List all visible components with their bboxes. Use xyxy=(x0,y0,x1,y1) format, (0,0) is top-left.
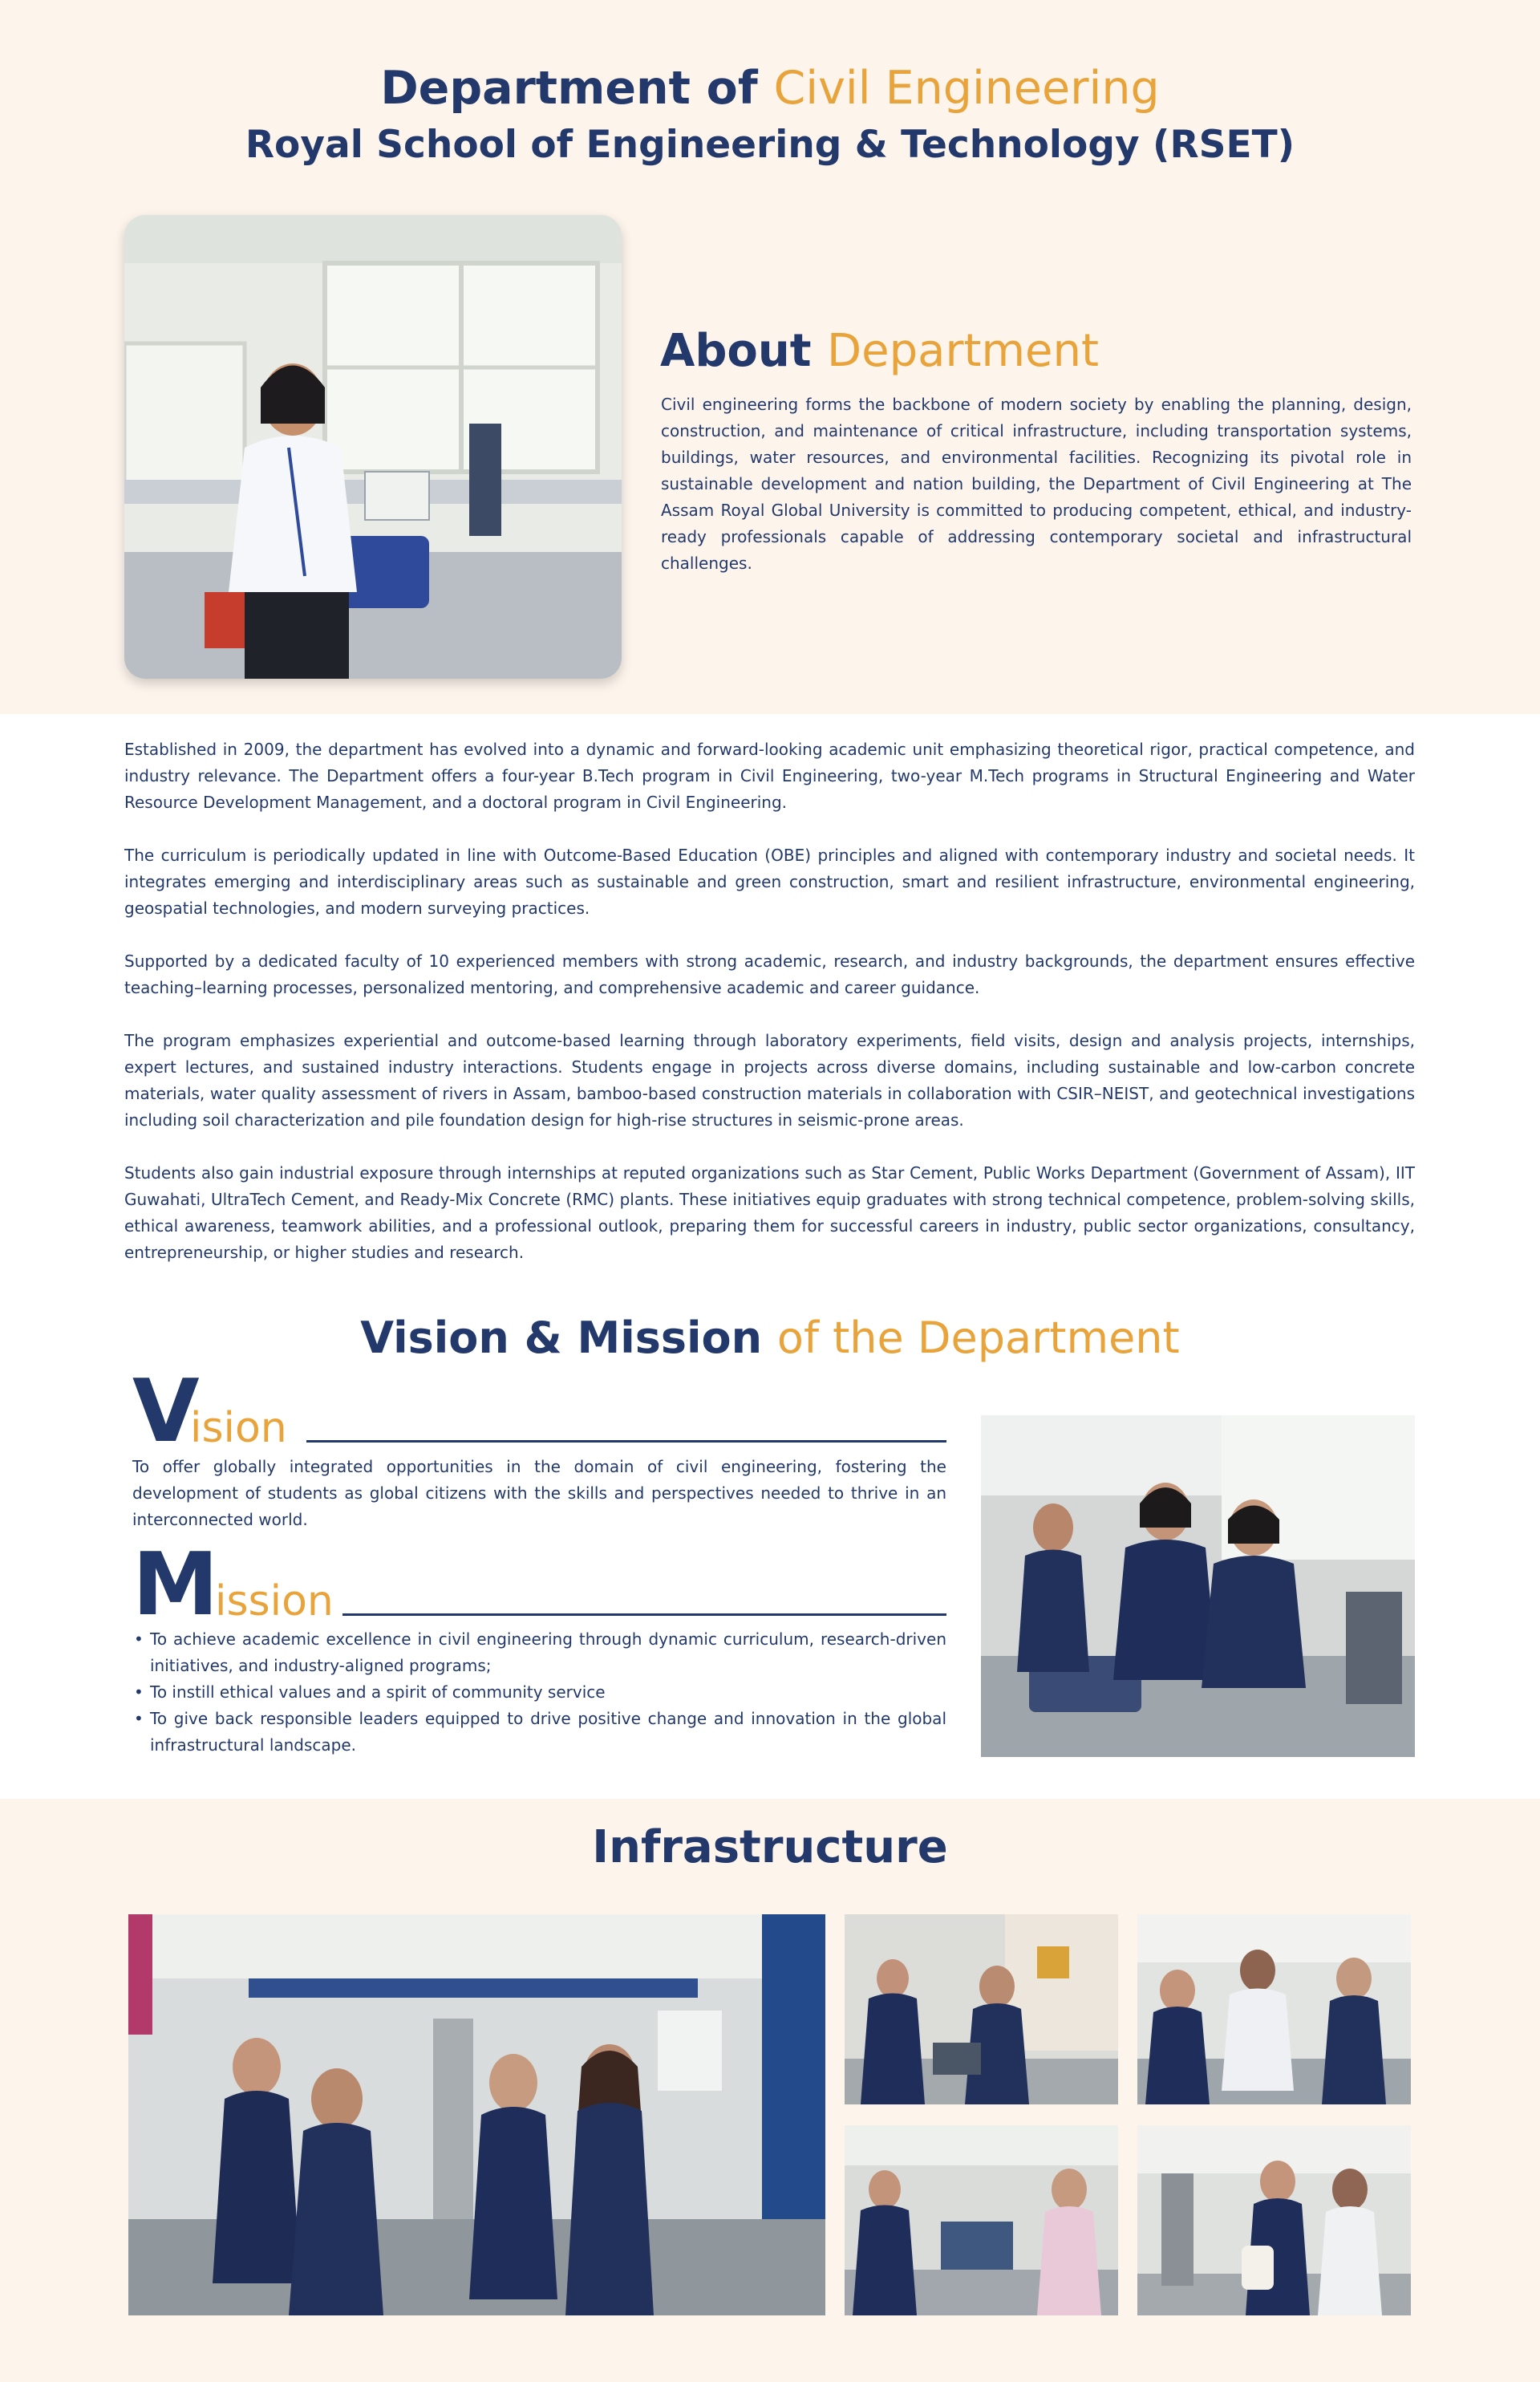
vision-title xyxy=(132,1361,946,1462)
lab-shelves-image xyxy=(845,1914,1118,2104)
mission-item: • To give back responsible leaders equipped to drive positive change and innovation in the global infrastructural landscape. xyxy=(132,1706,946,1759)
vision-mission-photo xyxy=(981,1415,1415,1757)
apparatus-image xyxy=(1137,2125,1411,2315)
title-part-1: Department of xyxy=(380,62,758,115)
vision-mission-heading xyxy=(0,1306,1540,1370)
subtitle-part-1: Royal School of xyxy=(245,123,573,167)
page-subtitle xyxy=(0,117,1540,173)
paragraph: Supported by a dedicated faculty of 10 experienced members with strong academic, research, and industry backgrounds, the department ensures effective teaching–learning processes, personalized mentoring, and comprehensive academic and career guidance. xyxy=(124,952,1415,997)
equipment-testing-image xyxy=(845,2125,1118,2315)
vm-heading-part-2: of the Department xyxy=(776,1313,1180,1363)
vision-divider xyxy=(306,1440,946,1443)
page-title xyxy=(0,56,1540,120)
department-description xyxy=(124,737,1415,1292)
about-heading xyxy=(660,319,1099,383)
mission-divider xyxy=(342,1613,946,1616)
vision-text: To offer globally integrated opportunities in the domain of civil engineering, fostering the development of students as global citizens with the skills and perspectives needed to thrive in an interconnected world. xyxy=(132,1457,946,1529)
infrastructure-heading: Infrastructure xyxy=(592,1821,948,1873)
students-workshop-image xyxy=(981,1415,1415,1757)
infrastructure-photo-2 xyxy=(1137,1914,1411,2104)
about-heading-part-2: Department xyxy=(827,325,1099,377)
mission-title xyxy=(132,1535,946,1635)
about-text: Civil engineering forms the backbone of modern society by enabling the planning, design, construction, and maintenance of critical infrastructure, including transportation systems, buildings, water resources, and environmental facilities. Recognizing its pivotal role in sustainable development and nation building, the Department of Civil Engineering at The Assam Royal Global University is committed to producing competent, ethical, and industry-ready professionals capable of addressing contemporary societal and infrastructural challenges. xyxy=(661,395,1412,573)
infrastructure-photo-1 xyxy=(845,1914,1118,2104)
mission-item: • To instill ethical values and a spirit of community service xyxy=(132,1679,946,1706)
lab-group-image xyxy=(128,1914,825,2315)
mission-list xyxy=(132,1626,946,1759)
faculty-demo-image xyxy=(1137,1914,1411,2104)
infrastructure-photo-4 xyxy=(1137,2125,1411,2315)
about-heading-part-1: About xyxy=(660,325,812,377)
mission-initial: M xyxy=(132,1535,219,1635)
title-part-2: Civil Engineering xyxy=(773,62,1160,115)
paragraph: The program emphasizes experiential and outcome-based learning through laboratory experiments, field visits, design and analysis projects, internships, expert lectures, and sustained industry interactions. Students engage in projects across diverse domains, including sustainable and low-carbon concrete materials, water quality assessment of rivers in Assam, bamboo-based construction materials in collaboration with CSIR–NEIST, and geotechnical investigations including soil characterization and pile foundation design for high-rise structures in seismic-prone areas. xyxy=(124,1031,1415,1130)
paragraph: The curriculum is periodically updated in line with Outcome-Based Education (OBE) principles and aligned with contemporary industry and societal needs. It integrates emerging and interdisciplinary areas such as sustainable and green construction, smart and resilient infrastructure, environmental engineering, geospatial technologies, and modern surveying practices. xyxy=(124,846,1415,918)
mission-item: • To achieve academic excellence in civil engineering through dynamic curriculum, research-driven initiatives, and industry-aligned programs; xyxy=(132,1626,946,1679)
vision-initial: V xyxy=(132,1361,200,1462)
vm-heading-part-1: Vision & Mission xyxy=(360,1313,763,1363)
about-photo xyxy=(124,215,622,679)
mission-rest: ission xyxy=(215,1577,334,1625)
paragraph: Established in 2009, the department has evolved into a dynamic and forward-looking academic unit emphasizing theoretical rigor, practical competence, and industry relevance. The Department offers a four-year B.Tech program in Civil Engineering, two-year M.Tech programs in Structural Engineering and Water Resource Development Management, and a doctoral program in Civil Engineering. xyxy=(124,740,1415,812)
infrastructure-photo-3 xyxy=(845,2125,1118,2315)
subtitle-part-2: Engineering & Technology (RSET) xyxy=(586,123,1295,167)
vision-rest: ision xyxy=(190,1404,287,1452)
paragraph: Students also gain industrial exposure through internships at reputed organizations such as Star Cement, Public Works Department (Government of Assam), IIT Guwahati, UltraTech Cement, and Ready-Mix Concrete (RMC) plants. These initiatives equip graduates with strong technical competence, problem-solving skills, ethical awareness, teamwork abilities, and a professional outlook, preparing them for successful careers in industry, public sector organizations, consultancy, entrepreneurship, or higher studies and research. xyxy=(124,1163,1415,1262)
lab-student-image xyxy=(124,215,622,679)
infrastructure-photo-main xyxy=(128,1914,825,2315)
